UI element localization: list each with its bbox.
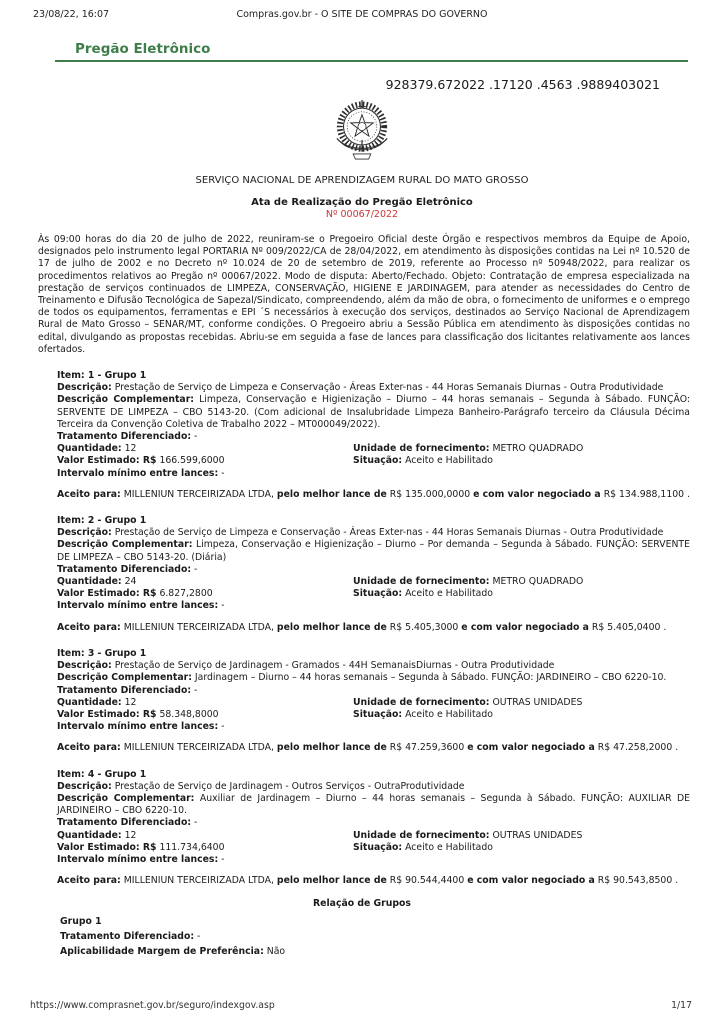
accept-label: Aceito para: bbox=[57, 488, 121, 500]
print-footer-page-indicator: 1/17 bbox=[671, 1000, 692, 1011]
status-label: Situação: bbox=[353, 708, 403, 720]
quantity-label: Quantidade: bbox=[57, 829, 122, 841]
item-block-4 bbox=[57, 769, 690, 888]
item-row-quantity-unit bbox=[57, 830, 690, 842]
quantity-label: Quantidade: bbox=[57, 576, 122, 588]
item-row-quantity-unit bbox=[57, 697, 690, 709]
description-comp-value: Jardinagem – Diurno – 44 horas semanais – Segunda à Sábado. FUNÇÃO: JARDINEIRO – CBO 6220-10. bbox=[194, 672, 667, 684]
best-bid-label: pelo melhor lance de bbox=[276, 742, 387, 754]
item-description bbox=[57, 781, 690, 793]
item-block-3 bbox=[57, 648, 690, 755]
unit-label: Unidade de fornecimento: bbox=[353, 696, 490, 708]
description-label: Descrição: bbox=[57, 382, 112, 394]
item-description bbox=[57, 382, 690, 394]
item-row-value-status bbox=[57, 455, 690, 467]
treatment-label: Tratamento Diferenciado: bbox=[57, 563, 192, 575]
group-treatment bbox=[60, 931, 690, 942]
quantity-label: Quantidade: bbox=[57, 696, 122, 708]
organization-name: SERVIÇO NACIONAL DE APRENDIZAGEM RURAL DO MATO GROSSO bbox=[195, 175, 529, 186]
group-preference bbox=[60, 946, 690, 957]
description-comp-label: Descrição Complementar: bbox=[57, 792, 195, 804]
group-block bbox=[60, 916, 690, 957]
value-amount: 58.348,8000 bbox=[159, 708, 219, 720]
item-description-complementary bbox=[57, 793, 690, 817]
interval-value: - bbox=[221, 467, 225, 479]
item-unit bbox=[353, 697, 690, 709]
description-value: Prestação de Serviço de Jardinagem - Gramados - 44H SemanaisDiurnas - Outra Produtividade bbox=[114, 660, 555, 672]
quantity-value: 24 bbox=[124, 576, 137, 588]
description-value: Prestação de Serviço de Jardinagem - Outros Serviços - OutraProdutividade bbox=[114, 780, 465, 792]
value-amount: 111.734,6400 bbox=[159, 841, 225, 853]
negotiated-value: R$ 5.405,0400 . bbox=[591, 621, 667, 633]
treatment-value: - bbox=[194, 684, 198, 696]
status-value: Aceito e Habilitado bbox=[405, 455, 493, 467]
section-heading: Pregão Eletrônico bbox=[75, 41, 211, 57]
interval-value: - bbox=[221, 721, 225, 733]
unit-value: OUTRAS UNIDADES bbox=[492, 829, 583, 841]
item-description-complementary bbox=[57, 672, 690, 684]
item-accepted-line bbox=[57, 489, 690, 501]
unit-label: Unidade de fornecimento: bbox=[353, 443, 490, 455]
unit-value: METRO QUADRADO bbox=[492, 443, 584, 455]
description-label: Descrição: bbox=[57, 660, 112, 672]
status-label: Situação: bbox=[353, 841, 403, 853]
negotiated-value: R$ 134.988,1100 . bbox=[603, 488, 690, 500]
quantity-value: 12 bbox=[124, 696, 137, 708]
item-unit bbox=[353, 576, 690, 588]
item-row-value-status bbox=[57, 588, 690, 600]
treatment-label: Tratamento Diferenciado: bbox=[57, 431, 192, 443]
print-header bbox=[0, 9, 724, 23]
item-row-value-status bbox=[57, 709, 690, 721]
document-title: Ata de Realização do Pregão Eletrônico bbox=[251, 197, 473, 208]
print-datetime: 23/08/22, 16:07 bbox=[33, 9, 110, 20]
treatment-label: Tratamento Diferenciado: bbox=[57, 817, 192, 829]
item-estimated-value bbox=[57, 709, 353, 721]
quantity-label: Quantidade: bbox=[57, 443, 122, 455]
item-quantity bbox=[57, 443, 353, 455]
item-description-complementary bbox=[57, 394, 690, 431]
value-label: Valor Estimado: R$ bbox=[57, 708, 157, 720]
quantity-value: 12 bbox=[124, 829, 137, 841]
value-label: Valor Estimado: R$ bbox=[57, 588, 157, 600]
best-bid-value: R$ 135.000,0000 bbox=[389, 488, 471, 500]
negotiated-label: e com valor negociado a bbox=[467, 875, 595, 887]
document-page bbox=[0, 30, 724, 957]
value-amount: 6.827,2800 bbox=[159, 588, 213, 600]
item-description bbox=[57, 527, 690, 539]
accept-company: MILLENIUN TERCEIRIZADA LTDA, bbox=[123, 875, 274, 887]
item-accepted-line bbox=[57, 622, 690, 634]
item-description bbox=[57, 660, 690, 672]
item-header: Item: 1 - Grupo 1 bbox=[57, 370, 147, 382]
item-row-value-status bbox=[57, 842, 690, 854]
groups-section-title: Relação de Grupos bbox=[313, 898, 411, 910]
item-block-1 bbox=[57, 370, 690, 501]
accept-company: MILLENIUN TERCEIRIZADA LTDA, bbox=[123, 742, 274, 754]
accept-company: MILLENIUN TERCEIRIZADA LTDA, bbox=[123, 621, 274, 633]
item-status bbox=[353, 455, 690, 467]
group-treatment-label: Tratamento Diferenciado: bbox=[60, 931, 195, 943]
best-bid-value: R$ 47.259,3600 bbox=[389, 742, 465, 754]
group-preference-label: Aplicabilidade Margem de Preferência: bbox=[60, 946, 264, 958]
value-label: Valor Estimado: R$ bbox=[57, 455, 157, 467]
description-comp-label: Descrição Complementar: bbox=[57, 539, 193, 551]
value-label: Valor Estimado: R$ bbox=[57, 841, 157, 853]
item-row-quantity-unit bbox=[57, 443, 690, 455]
brazil-coat-of-arms-icon bbox=[325, 97, 399, 165]
status-label: Situação: bbox=[353, 588, 403, 600]
print-site-title: Compras.gov.br - O SITE DE COMPRAS DO GOVERNO bbox=[236, 9, 488, 20]
description-comp-value: Limpeza, Conservação e Higienização – Diurno – Por demanda – Segunda à Sábado. FUNÇÃO: SERVENTE DE LIMPEZA – CBO 5143-20. (Diária) bbox=[57, 539, 690, 563]
unit-label: Unidade de fornecimento: bbox=[353, 829, 490, 841]
item-treatment bbox=[57, 431, 690, 443]
item-interval bbox=[57, 854, 690, 866]
item-description-complementary bbox=[57, 539, 690, 563]
item-unit bbox=[353, 443, 690, 455]
status-value: Aceito e Habilitado bbox=[405, 708, 493, 720]
item-estimated-value bbox=[57, 588, 353, 600]
group-treatment-value: - bbox=[197, 931, 201, 943]
treatment-value: - bbox=[194, 563, 198, 575]
unit-label: Unidade de fornecimento: bbox=[353, 576, 490, 588]
item-accepted-line bbox=[57, 742, 690, 754]
item-status bbox=[353, 588, 690, 600]
description-comp-value: Limpeza, Conservação e Higienização – Diurno – 44 horas semanais – Segunda à Sábado. FUNÇÃO: SERVENTE DE LIMPEZA – CBO 5143-20. (Com adicional de Insalubridade Limpeza Banheiro-Parágrafo terceiro da Cláusula Décima Terceira da Convenção Coletiva de Trabalho 2022 – MT000049/2022). bbox=[57, 394, 690, 430]
interval-label: Intervalo mínimo entre lances: bbox=[57, 721, 219, 733]
description-value: Prestação de Serviço de Limpeza e Conservação - Áreas Exter-nas - 44 Horas Semanais Diurnas - Outra Produtividade bbox=[114, 382, 664, 394]
item-quantity bbox=[57, 697, 353, 709]
intro-paragraph: Às 09:00 horas do dia 20 de julho de 2022, reuniram-se o Pregoeiro Oficial deste Órgão e respectivos membros da Equipe de Apoio, designados pelo instrumento legal PORTARIA Nº 009/2022/CA de 28/04/2022, em atendimento às disposições contidas na Lei nº 10.520 de 17 de julho de 2002 e no Decreto nº 10.024 de 20 de setembro de 2019, referente ao Processo nº 50948/2022, para realizar os procedimentos relativos ao Pregão nº 00067/2022. Modo de disputa: Aberto/Fechado. Objeto: Contratação de empresa especializada na prestação de serviços continuados de LIMPEZA, CONSERVAÇÃO, HIGIENE E JARDINAGEM, para atender as necessidades do Centro de Treinamento e Difusão Tecnológica de Sapezal/Sindicato, compreendendo, além da mão de obra, o fornecimento de uniformes e o emprego de todos os equipamentos, ferramentas e EPI ´S necessários à execução dos serviços, destinados ao Serviço Nacional de Aprendizagem Rural de Mato Grosso – SENAR/MT, conforme condições. O Pregoeiro abriu a Sessão Pública em atendimento às disposições contidas no edital, divulgando as propostas recebidas. Abriu-se em seguida a fase de lances para classificação dos licitantes relativamente aos lances ofertados. bbox=[38, 234, 690, 355]
status-value: Aceito e Habilitado bbox=[405, 841, 493, 853]
treatment-label: Tratamento Diferenciado: bbox=[57, 684, 192, 696]
interval-value: - bbox=[221, 853, 225, 865]
item-interval bbox=[57, 468, 690, 480]
item-estimated-value bbox=[57, 455, 353, 467]
document-number: Nº 00067/2022 bbox=[325, 209, 399, 220]
accept-company: MILLENIUN TERCEIRIZADA LTDA, bbox=[123, 488, 274, 500]
description-comp-label: Descrição Complementar: bbox=[57, 672, 192, 684]
negotiated-label: e com valor negociado a bbox=[467, 742, 595, 754]
group-name: Grupo 1 bbox=[60, 916, 102, 928]
unit-value: METRO QUADRADO bbox=[492, 576, 584, 588]
description-label: Descrição: bbox=[57, 527, 112, 539]
item-interval bbox=[57, 721, 690, 733]
unit-value: OUTRAS UNIDADES bbox=[492, 696, 583, 708]
item-interval bbox=[57, 600, 690, 612]
item-header: Item: 4 - Grupo 1 bbox=[57, 768, 147, 780]
value-amount: 166.599,6000 bbox=[159, 455, 225, 467]
description-label: Descrição: bbox=[57, 780, 112, 792]
item-row-quantity-unit bbox=[57, 576, 690, 588]
best-bid-value: R$ 5.405,3000 bbox=[389, 621, 459, 633]
print-footer-url: https://www.comprasnet.gov.br/seguro/indexgov.asp bbox=[30, 1000, 275, 1011]
negotiated-label: e com valor negociado a bbox=[473, 488, 601, 500]
item-status bbox=[353, 709, 690, 721]
print-footer bbox=[30, 1000, 692, 1014]
section-heading-rule bbox=[55, 38, 688, 62]
item-quantity bbox=[57, 576, 353, 588]
status-value: Aceito e Habilitado bbox=[405, 588, 493, 600]
interval-label: Intervalo mínimo entre lances: bbox=[57, 600, 219, 612]
item-treatment bbox=[57, 564, 690, 576]
best-bid-value: R$ 90.544,4400 bbox=[389, 875, 465, 887]
accept-label: Aceito para: bbox=[57, 875, 121, 887]
auction-code: 928379.672022 .17120 .4563 .9889403021 bbox=[385, 77, 660, 92]
item-block-2 bbox=[57, 515, 690, 634]
group-preference-value: Não bbox=[266, 946, 286, 958]
best-bid-label: pelo melhor lance de bbox=[276, 621, 387, 633]
item-header: Item: 2 - Grupo 1 bbox=[57, 515, 147, 527]
item-header: Item: 3 - Grupo 1 bbox=[57, 647, 147, 659]
emblem-wrap bbox=[0, 97, 724, 169]
description-value: Prestação de Serviço de Limpeza e Conservação - Áreas Exter-nas - 44 Horas Semanais Diurnas - Outra Produtividade bbox=[114, 527, 664, 539]
status-label: Situação: bbox=[353, 455, 403, 467]
item-accepted-line bbox=[57, 875, 690, 887]
treatment-value: - bbox=[194, 431, 198, 443]
interval-label: Intervalo mínimo entre lances: bbox=[57, 853, 219, 865]
interval-value: - bbox=[221, 600, 225, 612]
negotiated-value: R$ 90.543,8500 . bbox=[597, 875, 679, 887]
interval-label: Intervalo mínimo entre lances: bbox=[57, 467, 219, 479]
item-status bbox=[353, 842, 690, 854]
item-estimated-value bbox=[57, 842, 353, 854]
description-comp-label: Descrição Complementar: bbox=[57, 394, 195, 406]
negotiated-value: R$ 47.258,2000 . bbox=[597, 742, 679, 754]
negotiated-label: e com valor negociado a bbox=[461, 621, 589, 633]
best-bid-label: pelo melhor lance de bbox=[276, 488, 387, 500]
item-treatment bbox=[57, 817, 690, 829]
accept-label: Aceito para: bbox=[57, 621, 121, 633]
item-treatment bbox=[57, 685, 690, 697]
accept-label: Aceito para: bbox=[57, 742, 121, 754]
treatment-value: - bbox=[194, 817, 198, 829]
description-comp-value: Auxiliar de Jardinagem – Diurno – 44 horas semanais – Segunda à Sábado. FUNÇÃO: AUXILIAR DE JARDINEIRO – CBO 6220-10. bbox=[57, 792, 690, 817]
best-bid-label: pelo melhor lance de bbox=[276, 875, 387, 887]
quantity-value: 12 bbox=[124, 443, 137, 455]
item-quantity bbox=[57, 830, 353, 842]
item-unit bbox=[353, 830, 690, 842]
